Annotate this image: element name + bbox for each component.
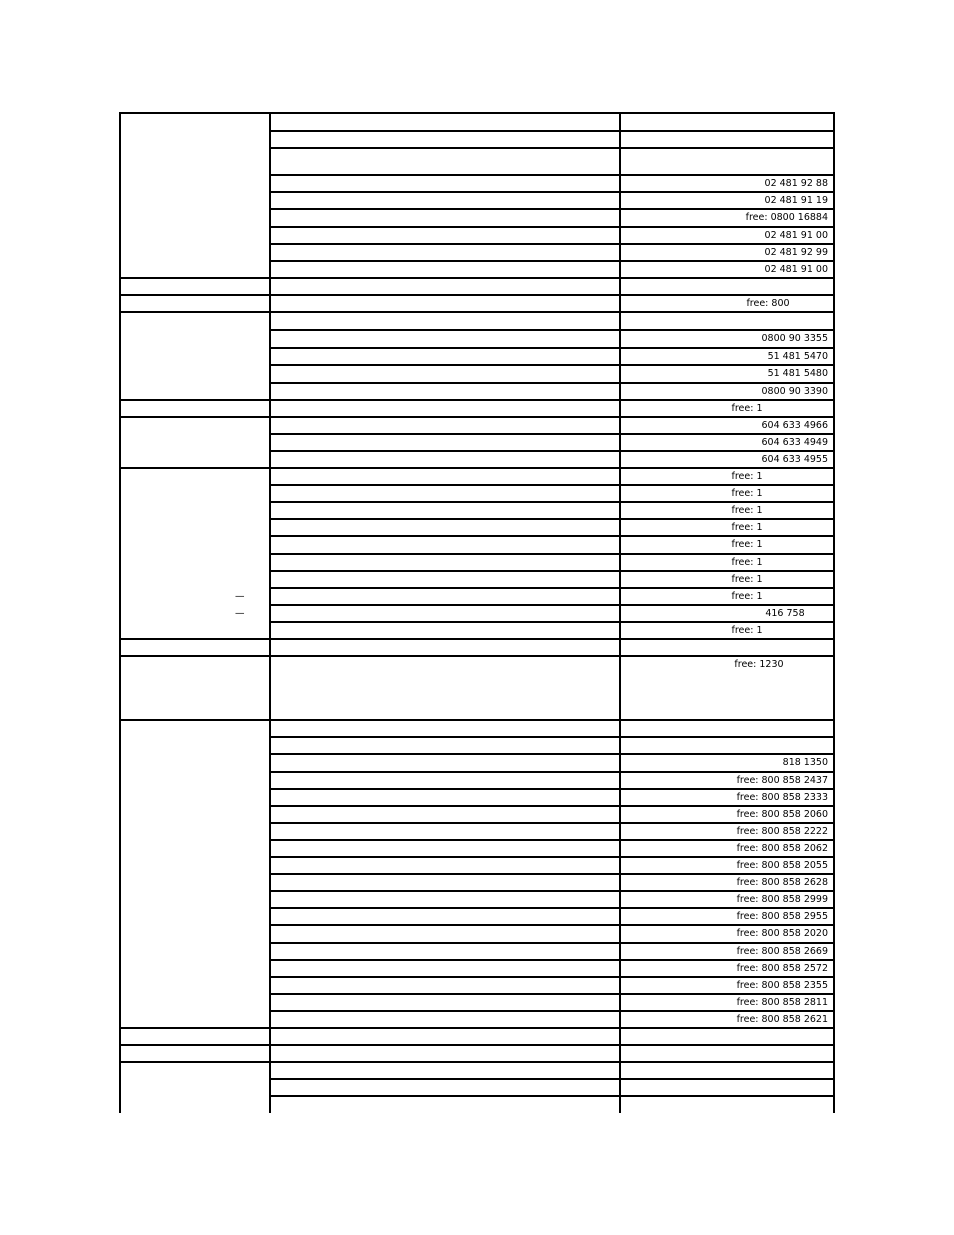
- detail-cell: —: [235, 607, 245, 619]
- phone-number: free: 800 858 2955: [736, 910, 828, 922]
- phone-number: free: 800 858 2020: [736, 927, 828, 939]
- row-separator: [269, 907, 835, 909]
- group-separator: [119, 112, 835, 114]
- phone-number: 0800 90 3390: [761, 385, 828, 397]
- row-separator: [269, 1078, 835, 1080]
- group-separator: [119, 294, 835, 296]
- phone-number: 604 633 4955: [761, 453, 828, 465]
- phone-number: 02 481 91 19: [764, 194, 828, 206]
- phone-number: free: 800 858 2999: [736, 893, 828, 905]
- phone-number: free: 1: [731, 470, 763, 482]
- phone-number: free: 800 858 2062: [736, 842, 828, 854]
- row-separator: [269, 147, 835, 149]
- phone-number: free: 1: [731, 624, 763, 636]
- row-separator: [269, 535, 835, 537]
- row-separator: [269, 450, 835, 452]
- group-separator: [119, 1044, 835, 1046]
- group-separator: [119, 311, 835, 313]
- column-border: [833, 112, 835, 1113]
- row-separator: [269, 822, 835, 824]
- phone-number: free: 1: [731, 521, 763, 533]
- phone-number: free: 800 858 2222: [736, 825, 828, 837]
- row-separator: [269, 976, 835, 978]
- row-separator: [269, 856, 835, 858]
- row-separator: [269, 1095, 835, 1097]
- row-separator: [269, 805, 835, 807]
- row-separator: [269, 839, 835, 841]
- row-separator: [269, 226, 835, 228]
- row-separator: [269, 208, 835, 210]
- detail-cell: —: [235, 590, 245, 602]
- phone-number: 604 633 4966: [761, 419, 828, 431]
- phone-number: 02 481 92 88: [764, 177, 828, 189]
- row-separator: [269, 753, 835, 755]
- row-separator: [269, 587, 835, 589]
- row-separator: [269, 553, 835, 555]
- phone-number: free: 800 858 2811: [736, 996, 828, 1008]
- phone-number: free: 0800 16884: [745, 211, 828, 223]
- row-separator: [269, 604, 835, 606]
- row-separator: [269, 501, 835, 503]
- phone-number: 02 481 92 99: [764, 246, 828, 258]
- group-separator: [119, 1027, 835, 1029]
- phone-number: free: 800 858 2055: [736, 859, 828, 871]
- phone-number: free: 1: [731, 573, 763, 585]
- phone-number: free: 1: [731, 402, 763, 414]
- phone-number: free: 1: [731, 487, 763, 499]
- group-separator: [119, 1061, 835, 1063]
- phone-number: free: 800 858 2060: [736, 808, 828, 820]
- group-separator: [119, 467, 835, 469]
- phone-number: free: 1: [731, 590, 763, 602]
- row-separator: [269, 433, 835, 435]
- row-separator: [269, 890, 835, 892]
- phone-number: free: 800 858 2355: [736, 979, 828, 991]
- phone-number: 818 1350: [782, 756, 828, 768]
- phone-number: free: 1: [731, 538, 763, 550]
- phone-number: 0800 90 3355: [761, 332, 828, 344]
- phone-number: 51 481 5470: [767, 350, 828, 362]
- row-separator: [269, 191, 835, 193]
- row-separator: [269, 942, 835, 944]
- row-separator: [269, 570, 835, 572]
- phone-number: 02 481 91 00: [764, 263, 828, 275]
- group-separator: [119, 655, 835, 657]
- phone-number: 604 633 4949: [761, 436, 828, 448]
- phone-number: free: 1: [731, 504, 763, 516]
- row-separator: [269, 382, 835, 384]
- row-separator: [269, 130, 835, 132]
- row-separator: [269, 1010, 835, 1012]
- row-separator: [269, 771, 835, 773]
- row-separator: [269, 174, 835, 176]
- column-border: [619, 112, 621, 1113]
- row-separator: [269, 736, 835, 738]
- contact-table: [119, 112, 835, 1113]
- phone-number: free: 800 858 2437: [736, 774, 828, 786]
- phone-number: free: 800: [746, 297, 790, 309]
- group-separator: [119, 416, 835, 418]
- row-separator: [269, 788, 835, 790]
- row-separator: [269, 924, 835, 926]
- row-separator: [269, 260, 835, 262]
- row-separator: [269, 243, 835, 245]
- phone-number: free: 1: [731, 556, 763, 568]
- phone-number: 02 481 91 00: [764, 229, 828, 241]
- row-separator: [269, 364, 835, 366]
- group-separator: [119, 719, 835, 721]
- phone-number: 51 481 5480: [767, 367, 828, 379]
- row-separator: [269, 518, 835, 520]
- phone-number: free: 800 858 2333: [736, 791, 828, 803]
- phone-number: free: 1230: [734, 658, 784, 670]
- row-separator: [269, 484, 835, 486]
- row-separator: [269, 329, 835, 331]
- phone-number: free: 800 858 2572: [736, 962, 828, 974]
- column-border: [119, 112, 121, 1113]
- phone-number: free: 800 858 2669: [736, 945, 828, 957]
- row-separator: [269, 959, 835, 961]
- group-separator: [119, 277, 835, 279]
- group-separator: [119, 399, 835, 401]
- row-separator: [269, 621, 835, 623]
- phone-number: free: 800 858 2628: [736, 876, 828, 888]
- column-border: [269, 112, 271, 1113]
- row-separator: [269, 993, 835, 995]
- row-separator: [269, 347, 835, 349]
- phone-number: 416 758: [765, 607, 805, 619]
- row-separator: [269, 873, 835, 875]
- phone-number: free: 800 858 2621: [736, 1013, 828, 1025]
- group-separator: [119, 638, 835, 640]
